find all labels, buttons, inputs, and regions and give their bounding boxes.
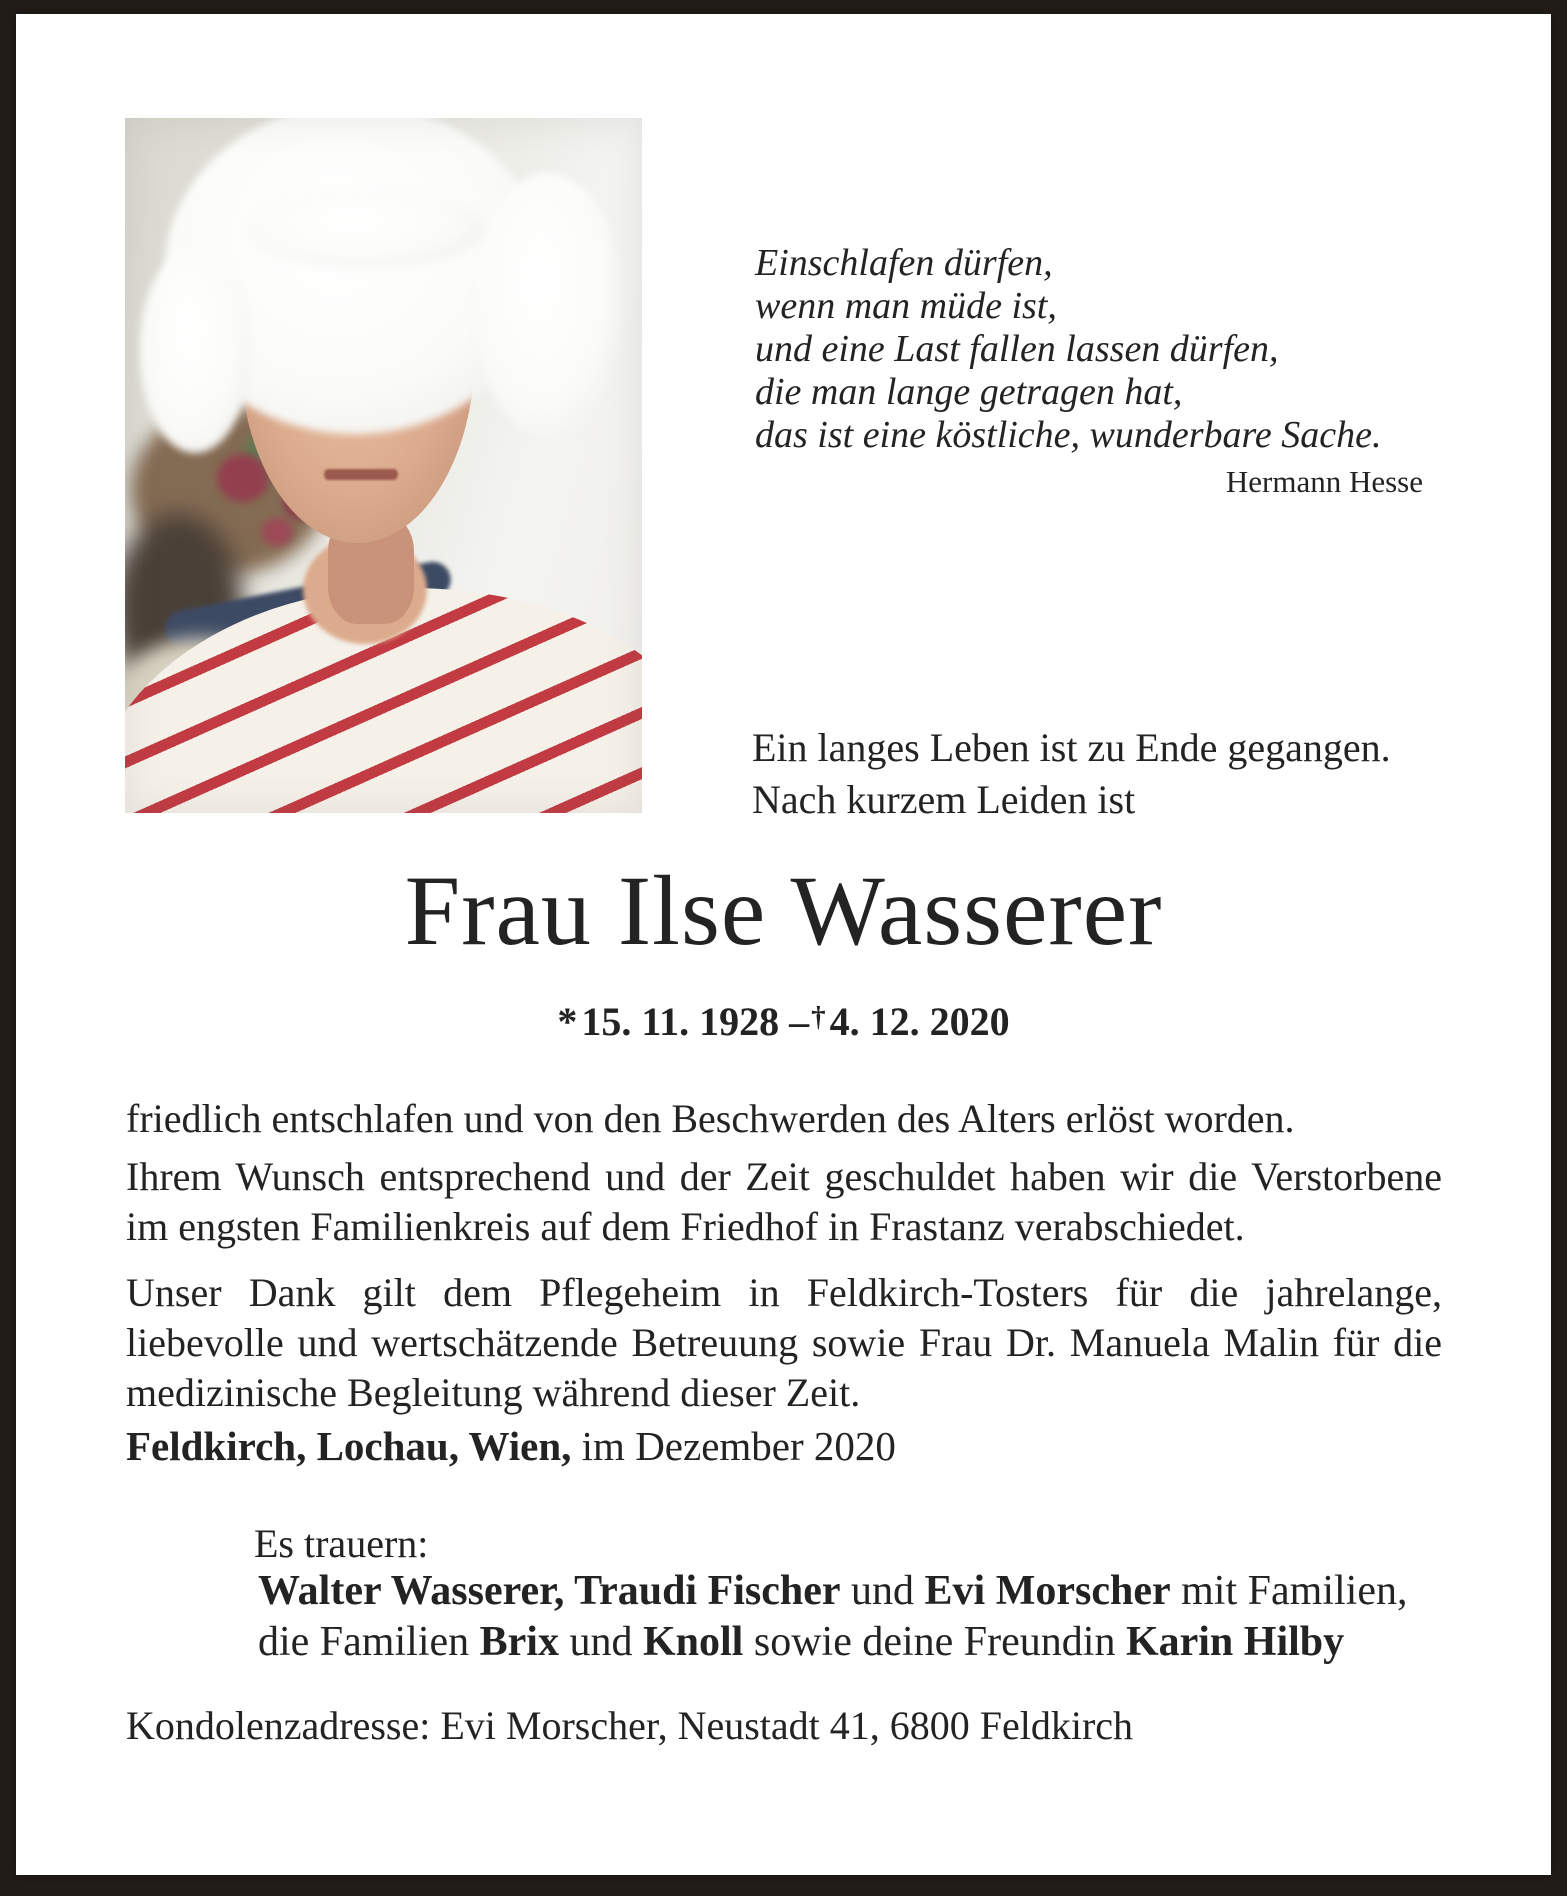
photo-hair-right (473, 173, 623, 438)
mourner-text: sowie deine Freundin (743, 1619, 1126, 1665)
quote-line: die man lange getragen hat, (755, 371, 1183, 413)
photo-basket (131, 406, 327, 574)
photo-cane-handle (162, 559, 454, 650)
mourner-names: Knoll (642, 1619, 744, 1665)
photo-hair (165, 118, 545, 434)
photo-right-brow (372, 311, 424, 321)
photo-wicker (125, 638, 291, 768)
mourners-list (258, 1566, 1468, 1668)
photo-yellow-object (125, 744, 171, 810)
photo-nose (346, 341, 364, 421)
body-paragraph-1: friedlich entschlafen und von den Beschwerden des Alters erlöst worden. (126, 1096, 1295, 1141)
mourner-names: Brix (479, 1619, 559, 1665)
quote-line: wenn man müde ist, (755, 285, 1057, 327)
intro-text (752, 722, 1391, 826)
portrait-photo (125, 118, 642, 813)
photo-shadow (125, 514, 243, 704)
quote-line: und eine Last fallen lassen dürfen, (755, 328, 1279, 370)
quote-line: Einschlafen dürfen, (755, 242, 1053, 284)
photo-berries (217, 454, 269, 502)
photo-neckline (303, 536, 427, 644)
photo-face (240, 213, 475, 543)
memorial-quote (755, 242, 1423, 502)
closing-date: im Dezember 2020 (571, 1423, 896, 1469)
photo-hair-fringe (245, 188, 485, 268)
mourners-heading: Es trauern: (254, 1521, 429, 1566)
body-paragraph-3: Unser Dank gilt dem Pflegeheim in Feldkirch-Tosters für die jahrelange, liebevolle und wertschätzende Betreuung sowie Frau Dr. Manuela Malin für die medizinische Begleitung während dieser Zeit. (126, 1270, 1442, 1415)
photo-neck (328, 514, 414, 624)
body-paragraph-2: Ihrem Wunsch entsprechend und der Zeit geschuldet haben wir die Verstorbene im engsten Familienkreis auf dem Friedhof in Frastanz verabschiedet. (126, 1154, 1442, 1249)
mourner-names: Karin Hilby (1125, 1619, 1345, 1665)
quote-line: das ist eine köstliche, wunderbare Sache. (755, 414, 1382, 456)
intro-line-1: Ein langes Leben ist zu Ende gegangen. (752, 725, 1391, 770)
life-dates (16, 998, 1551, 1045)
date-separator: – (789, 999, 810, 1044)
photo-right-eye (376, 335, 416, 350)
photo-left-brow (278, 311, 330, 321)
mourner-text: und (558, 1619, 643, 1665)
death-date: 4. 12. 2020 (829, 999, 1010, 1044)
condolence-address: Kondolenzadresse: Evi Morscher, Neustadt 41, 6800 Feldkirch (126, 1703, 1134, 1748)
mourners-line-1 (258, 1566, 1468, 1617)
intro-line-2: Nach kurzem Leiden ist (752, 777, 1136, 822)
birth-date: 15. 11. 1928 (581, 999, 780, 1044)
closing-line (126, 1422, 896, 1470)
mourner-text: mit Familien, (1170, 1568, 1408, 1614)
birth-symbol: * (557, 999, 578, 1044)
photo-hair-left (139, 248, 251, 453)
death-symbol: † (811, 1001, 826, 1033)
photo-mouth (324, 469, 398, 480)
photo-leaves (243, 428, 339, 482)
photo-cane-knob (311, 556, 407, 618)
mourner-names: Evi Morscher (924, 1568, 1171, 1614)
closing-places: Feldkirch, Lochau, Wien, (126, 1423, 572, 1469)
mourner-text: die Familien (258, 1619, 480, 1665)
page (16, 14, 1551, 1875)
mourner-names: Walter Wasserer, Traudi Fischer (258, 1568, 841, 1614)
photo-striped-shirt (125, 567, 642, 813)
photo-left-eye (284, 335, 324, 350)
deceased-name: Frau Ilse Wasserer (404, 855, 1163, 966)
quote-attribution: Hermann Hesse (1225, 464, 1423, 499)
mourners-line-2 (258, 1617, 1468, 1668)
mourner-text: und (840, 1568, 925, 1614)
